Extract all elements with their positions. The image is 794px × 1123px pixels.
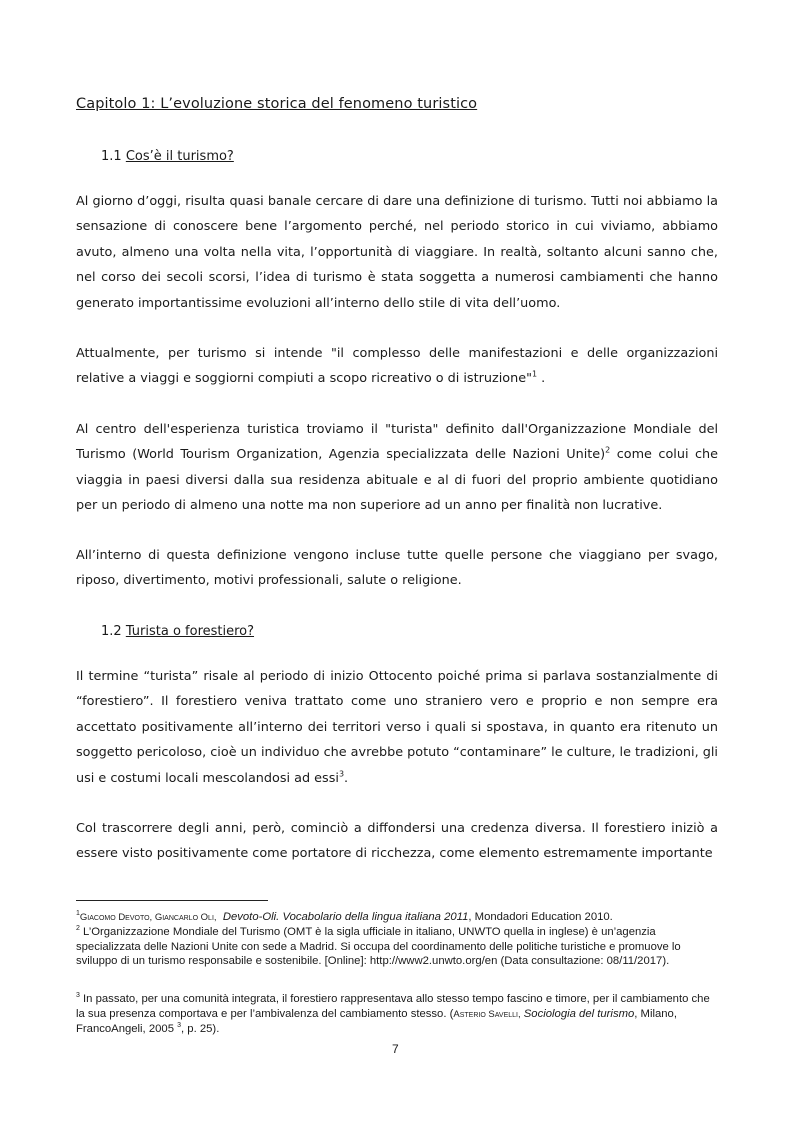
footnote-text: , p. 25). xyxy=(181,1023,220,1035)
footnote-text: , Mondadori Education 2010. xyxy=(468,911,613,923)
paragraph xyxy=(76,417,718,519)
footnote-text: In passato, per una comunità integrata, il forestiero rappresentava allo stesso tempo fascino e timore, per il cambiamento che la sua presenza comportava e per l’ambivalenza del cambiamento stesso. ( xyxy=(76,993,710,1020)
footnote-ref[interactable]: 2 xyxy=(605,446,611,456)
edition-superscript: 3 xyxy=(177,1022,182,1030)
paragraph-text: Al centro dell'esperienza turistica troviamo il "turista" definito dall'Organizzazione Mondiale del Turismo (World Tourism Organization, Agenzia specializzata delle Nazioni Unite) xyxy=(76,422,718,463)
footnote-authors: Asterio Savelli, xyxy=(453,1008,521,1020)
paragraph: Col trascorrere degli anni, però, cominciò a diffondersi una credenza diversa. Il forestiero iniziò a essere visto positivamente come portatore di ricchezza, come elemento estremamente importante xyxy=(76,821,718,862)
section-number: 1.1 xyxy=(101,149,122,164)
footnote-separator xyxy=(76,900,268,901)
section-title: Turista o forestiero? xyxy=(125,624,255,639)
footnote-number: 2 xyxy=(76,925,80,933)
paragraph: All’interno di questa definizione vengono incluse tutte quelle persone che viaggiano per svago, riposo, divertimento, motivi professionali, salute o religione. xyxy=(76,548,718,589)
footnote-number: 1 xyxy=(76,910,80,918)
footnote-text: , Milano, FrancoAngeli, 2005 xyxy=(76,1007,677,1035)
footnote-ref[interactable]: 3 xyxy=(338,769,345,779)
paragraph-text: Il termine “turista” risale al periodo di inizio Ottocento poiché prima si parlava sostanzialmente di “forestiero”. Il forestiero veniva trattato come uno straniero vero e proprio e non sempre era accettato positivamente all’interno dei territori verso i quali si spostava, in quanto era ritenuto un soggetto pericoloso, cioè un individuo che avrebbe potuto “contaminare” le culture, le tradizioni, gli usi e costumi locali mescolandosi ad essi xyxy=(76,669,718,786)
paragraph xyxy=(76,664,718,791)
footnote-book-title: Devoto-Oli. Vocabolario della lingua italiana 2011 xyxy=(222,911,469,923)
section-heading-1 xyxy=(101,149,234,164)
paragraph-text: . xyxy=(537,371,546,387)
footnote-authors: Giacomo Devoto, Giancarlo Oli, xyxy=(79,912,217,923)
footnote-3 xyxy=(76,992,721,1037)
paragraph-text: . xyxy=(344,770,349,786)
section-title: Cos’è il turismo? xyxy=(125,149,234,164)
footnote-text: L’Organizzazione Mondiale del Turismo (OMT è la sigla ufficiale in italiano, UNWTO quella in inglese) è un’agenzia specializzata delle Nazioni Unite con sede a Madrid. Si occupa del coordinamento delle politiche turistiche e promuove lo sviluppo di un turismo responsabile e sostenibile. [Online]: http://www2.unwto.org/en (Data consultazione: 08/11/2017). xyxy=(76,926,681,967)
paragraph-text: Attualmente, per turismo si intende "il complesso delle manifestazioni e delle organizzazioni relative a viaggi e soggiorni compiuti a scopo ricreativo o di istruzione" xyxy=(76,346,718,387)
footnote-ref[interactable]: 1 xyxy=(531,370,538,380)
section-heading-2 xyxy=(101,624,254,639)
footnote-number: 3 xyxy=(76,992,80,1000)
paragraph: Al giorno d’oggi, risulta quasi banale cercare di dare una definizione di turismo. Tutti noi abbiamo la sensazione di conoscere bene l’argomento perché, nel periodo storico in cui viviamo, abbiamo avuto, almeno una volta nella vita, l’opportunità di viaggiare. In realtà, soltanto alcuni sanno che, nel corso dei secoli scorsi, l’idea di turismo è stata soggetta a numerosi cambiamenti che hanno generato importantissime evoluzioni all’interno dello stile di vita dell’uomo. xyxy=(76,194,718,311)
chapter-title: Capitolo 1: L’evoluzione storica del fenomeno turistico xyxy=(76,96,478,112)
section-number: 1.2 xyxy=(101,624,122,639)
page-number: 7 xyxy=(392,1042,399,1056)
footnote-book-title: Sociologia del turismo xyxy=(523,1007,635,1020)
paragraph-text: come colui che viaggia in paesi diversi dalla sua residenza abituale e al di fuori del proprio ambiente quotidiano per un periodo di almeno una notte ma non superiore ad un anno per finalità non lucrative. xyxy=(76,447,719,514)
footnote-1 xyxy=(76,910,721,926)
footnote-2 xyxy=(76,925,721,969)
paragraph xyxy=(76,341,718,392)
